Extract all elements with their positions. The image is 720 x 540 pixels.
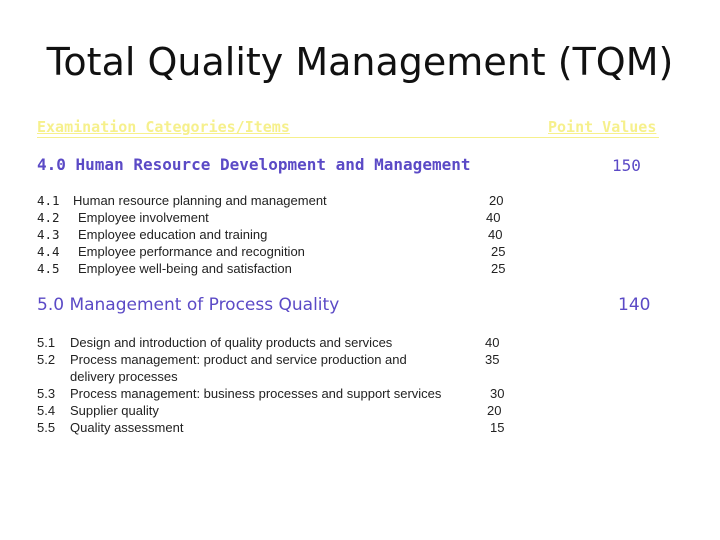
section-4-title: 4.0 Human Resource Development and Management xyxy=(37,155,471,174)
item-text: Supplier quality xyxy=(70,403,159,418)
item-number: 5.4 xyxy=(37,403,56,418)
list-item xyxy=(37,403,517,420)
item-text: Quality assessment xyxy=(70,420,184,435)
header-points-label: Point Values xyxy=(548,118,657,136)
section-4-points: 150 xyxy=(612,156,641,175)
item-number: 5.3 xyxy=(37,386,56,401)
item-text: Employee well-being and satisfaction xyxy=(78,261,292,276)
item-text: Process management: product and service production and xyxy=(70,352,407,367)
item-text: Employee involvement xyxy=(78,210,209,225)
item-points: 25 xyxy=(491,244,506,259)
item-points: 40 xyxy=(488,227,503,242)
item-text: Process management: business processes and support services xyxy=(70,386,442,401)
item-text: Design and introduction of quality products and services xyxy=(70,335,393,350)
section-5-points: 140 xyxy=(618,295,651,315)
list-item xyxy=(37,420,517,437)
list-item xyxy=(37,335,517,352)
item-number: 4.4 xyxy=(37,244,60,259)
item-number: 4.2 xyxy=(37,210,60,225)
list-item xyxy=(37,261,557,278)
item-points: 40 xyxy=(485,335,500,350)
item-text: Human resource planning and management xyxy=(73,193,327,208)
list-item xyxy=(37,352,517,386)
header-categories-label: Examination Categories/Items xyxy=(37,118,290,136)
list-item xyxy=(37,386,517,403)
item-points: 20 xyxy=(489,193,504,208)
list-item xyxy=(37,210,557,227)
item-number: 5.2 xyxy=(37,352,56,367)
item-text: Employee performance and recognition xyxy=(78,244,305,259)
item-number: 4.5 xyxy=(37,261,60,276)
item-number: 5.5 xyxy=(37,420,56,435)
item-points: 40 xyxy=(486,210,501,225)
item-number: 4.1 xyxy=(37,193,60,208)
item-points: 25 xyxy=(491,261,506,276)
header-underline xyxy=(37,137,659,138)
section-5-title: 5.0 Management of Process Quality xyxy=(37,295,340,315)
item-text: Employee education and training xyxy=(78,227,268,242)
item-number: 5.1 xyxy=(37,335,56,350)
item-number: 4.3 xyxy=(37,227,60,242)
list-item xyxy=(37,244,557,261)
item-points: 35 xyxy=(485,352,500,367)
item-points: 30 xyxy=(490,386,505,401)
item-text-continued: delivery processes xyxy=(70,369,178,384)
list-item xyxy=(37,227,557,244)
item-points: 20 xyxy=(487,403,502,418)
page-title: Total Quality Management (TQM) xyxy=(46,40,674,84)
list-item xyxy=(37,193,557,210)
item-points: 15 xyxy=(490,420,505,435)
